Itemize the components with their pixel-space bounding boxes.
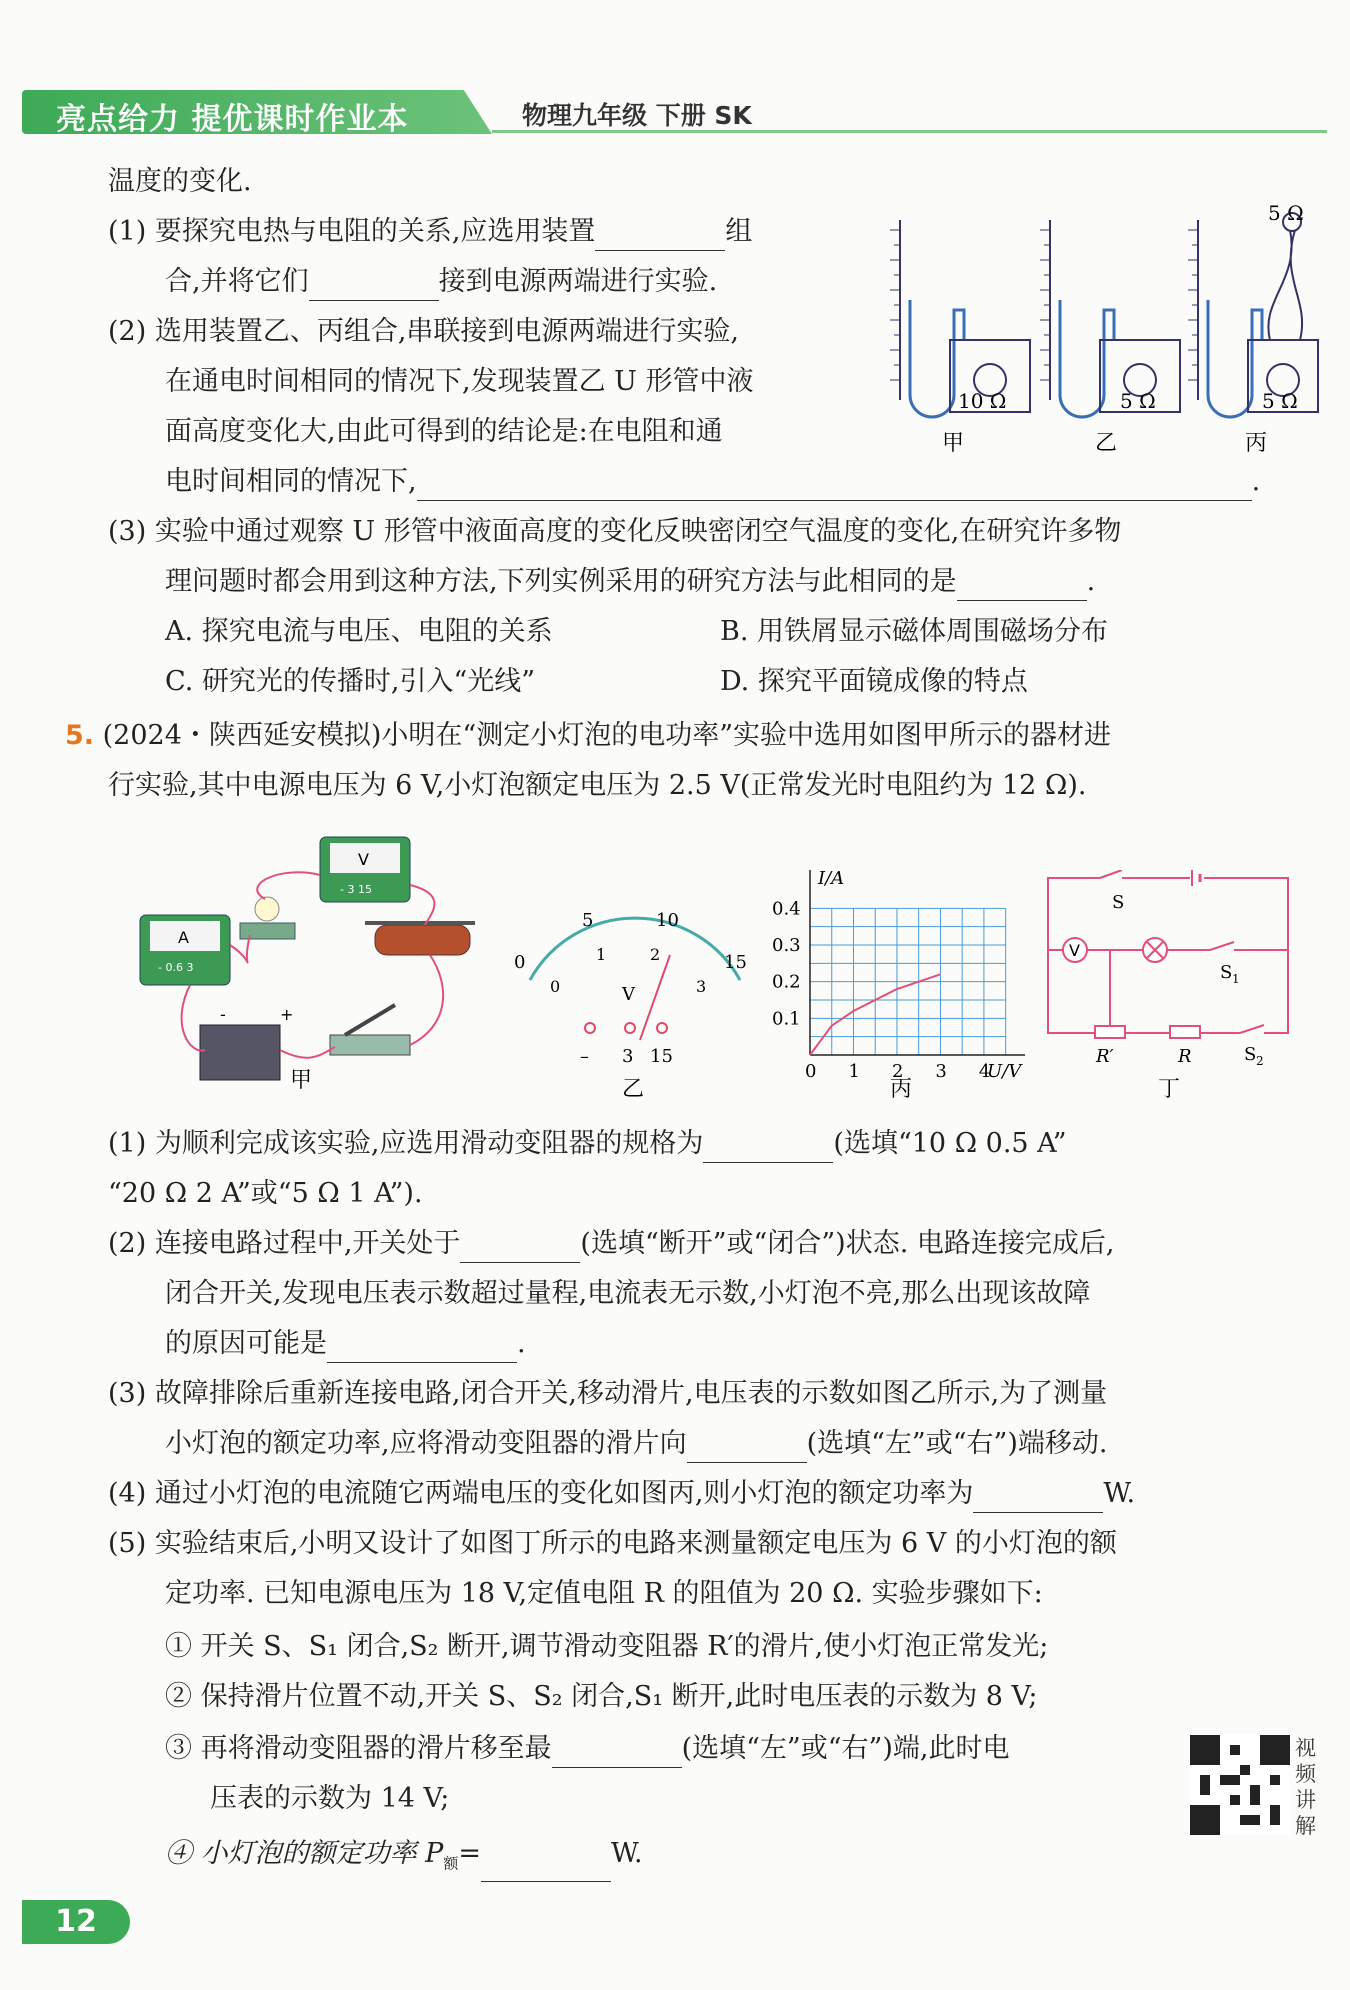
tick-3: 3 (696, 977, 707, 996)
u-tube-3 (1208, 300, 1262, 417)
r-label-top: 5 Ω (1268, 201, 1304, 225)
q5-blank-3[interactable] (327, 1334, 517, 1363)
terminal-15 (657, 1023, 667, 1033)
terminal-neg (585, 1023, 595, 1033)
x-tick-label: 2 (891, 1061, 904, 1082)
caption-bing: 丙 (1245, 431, 1268, 456)
r-label-2: 5 Ω (1120, 389, 1156, 413)
battery-minus: - (220, 1005, 226, 1024)
q4-p1-line1: (1) 要探究电热与电阻的关系,应选用装置 组 (108, 213, 752, 251)
q5-blank-1[interactable] (703, 1134, 833, 1163)
q4-p2-line2: 在通电时间相同的情况下,发现装置乙 U 形管中液 (165, 366, 754, 397)
meter-unit: V (622, 984, 635, 1005)
q5-p1-line1: (1) 为顺利完成该实验,应选用滑动变阻器的规格为 (选填“10 Ω 0.5 A” (108, 1125, 1067, 1163)
dial-needle (640, 955, 670, 1040)
q4-blank-3[interactable] (417, 472, 1252, 501)
dial-arc (530, 918, 740, 980)
q5-step-3-line1: ③ 再将滑动变阻器的滑片移至最 (选填“左”或“右”)端,此时电 (165, 1730, 1009, 1768)
x-tick-label: 3 (935, 1061, 947, 1082)
caption-jia: 甲 (942, 431, 965, 456)
r-label-1: 10 Ω (958, 389, 1007, 413)
question-number: 5. (65, 720, 95, 751)
q5-p3-line2: 小灯泡的额定功率,应将滑动变阻器的滑片向 (选填“左”或“右”)端移动. (165, 1425, 1107, 1463)
iu-graph-figure (770, 860, 1040, 1100)
q5-blank-6[interactable] (552, 1739, 682, 1768)
tick-1: 1 (596, 945, 607, 964)
q4-p2-line4: 电时间相同的情况下, . (165, 463, 1260, 501)
q5-p3-line1: (3) 故障排除后重新连接电路,闭合开关,移动滑片,电压表的示数如图乙所示,为了测量 (108, 1378, 1108, 1409)
battery-pack (200, 1025, 280, 1080)
bulb-icon (255, 897, 279, 921)
switch-blade (345, 1005, 395, 1035)
y-tick-label: 0.4 (772, 898, 801, 920)
label-r-prime: R′ (1096, 1046, 1114, 1067)
qr-code-icon[interactable] (1190, 1735, 1290, 1835)
outer-resistor-wires (1268, 230, 1302, 340)
q4-option-c: C. 研究光的传播时,引入“光线” (165, 666, 536, 697)
voltmeter-scale: - 3 15 (340, 883, 372, 896)
q4-p3-line2: 理问题时都会用到这种方法,下列实例采用的研究方法与此相同的是 . (165, 563, 1095, 601)
q4-u-tube-figure (880, 200, 1320, 460)
tick-15: 15 (724, 952, 747, 973)
q5-step-2: ② 保持滑片位置不动,开关 S、S₂ 闭合,S₁ 断开,此时电压表的示数为 8 V; (165, 1681, 1038, 1712)
tick-2: 2 (650, 945, 661, 964)
q5-line1: 5. (2024・陕西延安模拟)小明在“测定小灯泡的电功率”实验中选用如图甲所示的器材进 (65, 720, 1112, 751)
battery-plus: + (280, 1005, 294, 1024)
label-s2: S (1244, 1044, 1257, 1065)
terminal-label-15: 15 (650, 1046, 673, 1067)
y-tick-labels (772, 898, 801, 1029)
x-axis-label: U/V (986, 1061, 1022, 1082)
q4-p1-line2: 合,并将它们 接到电源两端进行实验. (165, 263, 717, 301)
label-s1: S (1220, 962, 1233, 983)
q5-step-3-line2: 压表的示数为 14 V; (210, 1783, 450, 1814)
q4-p2-line1: (2) 选用装置乙、丙组合,串联接到电源两端进行实验, (108, 316, 739, 347)
q5-line2: 行实验,其中电源电压为 6 V,小灯泡额定电压为 2.5 V(正常发光时电阻约为 12 Ω). (108, 770, 1087, 801)
q5-step-4: ④ 小灯泡的额定功率 $P_额= W$. (165, 1835, 643, 1882)
r-label-3: 5 Ω (1262, 389, 1298, 413)
q4-option-d: D. 探究平面镜成像的特点 (720, 666, 1028, 697)
label-s1-sub: 1 (1232, 972, 1240, 986)
y-tick-label: 0.3 (772, 935, 801, 956)
x-tick-label: 4 (978, 1061, 991, 1082)
q5-p4-line: (4) 通过小灯泡的电流随它两端电压的变化如图丙,则小灯泡的额定功率为 W. (108, 1475, 1135, 1513)
caption-yi: 乙 (1095, 431, 1118, 456)
rheostat-symbol (1095, 1026, 1125, 1038)
caption-ding: 丁 (1158, 1077, 1181, 1100)
q5-p2-line1: (2) 连接电路过程中,开关处于 (选填“断开”或“闭合”)状态. 电路连接完成后, (108, 1225, 1114, 1263)
terminal-label-3: 3 (622, 1046, 634, 1067)
bulb-base (240, 923, 295, 939)
tick-0-outer: 0 (514, 952, 526, 973)
q4-option-a: A. 探究电流与电压、电阻的关系 (165, 616, 553, 647)
apparatus-figure (130, 825, 500, 1095)
page-header (22, 90, 1327, 138)
terminal-label-neg: – (580, 1046, 589, 1067)
y-tick-label: 0.2 (772, 971, 801, 993)
q5-p2-line3: 的原因可能是 . (165, 1325, 526, 1363)
q4-p2-line3: 面高度变化大,由此可得到的结论是:在电阻和通 (165, 416, 723, 447)
voltmeter-dial-figure (510, 900, 760, 1100)
tick-10: 10 (656, 910, 679, 931)
label-r: R (1178, 1046, 1192, 1067)
q5-blank-7[interactable] (481, 1853, 611, 1882)
label-s: S (1112, 892, 1125, 913)
x-tick-label: 0 (805, 1061, 817, 1082)
u-tube-2 (1060, 300, 1114, 417)
voltmeter-letter: V (358, 850, 369, 869)
q4-blank-2[interactable] (309, 272, 439, 301)
rheostat-coil (375, 925, 470, 955)
q4-blank-1[interactable] (595, 222, 725, 251)
q5-p5-line2: 定功率. 已知电源电压为 18 V,定值电阻 R 的阻值为 20 Ω. 实验步骤如下: (165, 1578, 1043, 1609)
q5-blank-4[interactable] (687, 1434, 807, 1463)
switch-base (330, 1035, 410, 1055)
caption-jia: 甲 (290, 1068, 313, 1093)
label-s2-sub: 2 (1256, 1054, 1264, 1068)
tick-5: 5 (582, 910, 594, 931)
q5-p1-line2: “20 Ω 2 A”或“5 Ω 1 A”). (108, 1178, 423, 1209)
u-tube-1 (910, 300, 964, 417)
caption-bing: 丙 (890, 1077, 913, 1100)
brand-title: 亮点给力 提优课时作业本 (56, 102, 409, 137)
ammeter-scale: - 0.6 3 (158, 961, 194, 974)
voltmeter-letter: V (1069, 941, 1080, 960)
q4-option-b: B. 用铁屑显示磁体周围磁场分布 (720, 616, 1109, 647)
page-number: 12 (22, 1900, 130, 1944)
circuit-ding-figure (1040, 870, 1300, 1100)
q5-blank-5[interactable] (973, 1484, 1103, 1513)
q5-p5-line1: (5) 实验结束后,小明又设计了如图丁所示的电路来测量额定电压为 6 V 的小灯泡的额 (108, 1528, 1117, 1559)
x-tick-label: 1 (848, 1061, 860, 1082)
tick-0-inner: 0 (550, 977, 561, 996)
subject-label: 物理九年级 下册 SK (522, 101, 752, 130)
resistor-r-symbol (1170, 1026, 1200, 1038)
video-explain-label: 视频讲解 (1295, 1736, 1316, 1838)
y-axis-label: I/A (818, 868, 845, 889)
graph-grid (810, 908, 1006, 1055)
terminal-3 (625, 1023, 635, 1033)
q5-step-1: ① 开关 S、S₁ 闭合,S₂ 断开,调节滑动变阻器 R′的滑片,使小灯泡正常发光; (165, 1631, 1049, 1662)
q4-p3-line1: (3) 实验中通过观察 U 形管中液面高度的变化反映密闭空气温度的变化,在研究许多物 (108, 516, 1122, 547)
y-tick-label: 0.1 (772, 1008, 801, 1030)
ammeter-letter: A (178, 928, 189, 947)
q5-p2-line2: 闭合开关,发现电压表示数超过量程,电流表无示数,小灯泡不亮,那么出现该故障 (165, 1278, 1091, 1309)
q4-intro-tail: 温度的变化. (108, 166, 252, 197)
q4-blank-4[interactable] (957, 572, 1087, 601)
q5-blank-2[interactable] (460, 1234, 580, 1263)
caption-yi: 乙 (622, 1077, 645, 1100)
